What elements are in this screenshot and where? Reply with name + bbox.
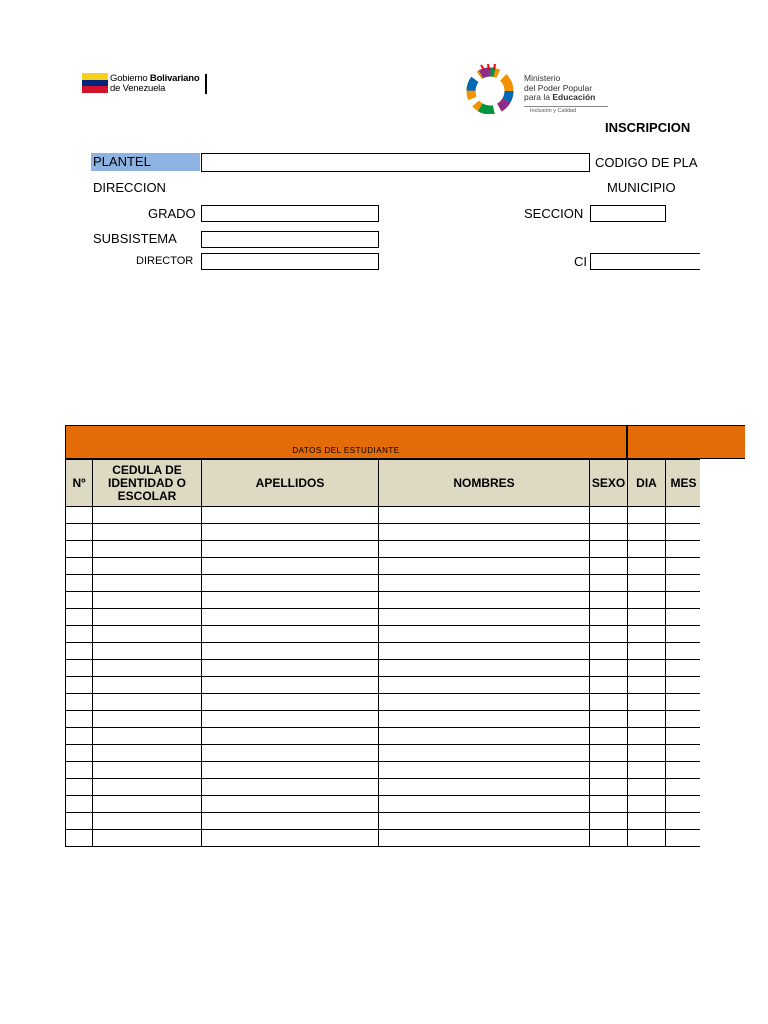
table-cell[interactable] — [66, 609, 93, 626]
table-cell[interactable] — [66, 541, 93, 558]
table-cell[interactable] — [590, 507, 628, 524]
datos-estudiante-caption: DATOS DEL ESTUDIANTE — [292, 446, 400, 455]
ministry-logo-text: Ministerio del Poder Popular para la Educación — [524, 73, 596, 102]
col-dia: DIA — [628, 460, 666, 507]
table-cell[interactable] — [93, 779, 202, 796]
director-label: DIRECTOR — [136, 255, 194, 267]
table-cell[interactable] — [93, 524, 202, 541]
table-row — [66, 575, 702, 592]
table-row — [66, 694, 702, 711]
table-cell[interactable] — [202, 541, 379, 558]
table-cell[interactable] — [628, 779, 666, 796]
table-cell[interactable] — [93, 575, 202, 592]
table-cell[interactable] — [66, 626, 93, 643]
table-cell[interactable] — [202, 592, 379, 609]
table-cell[interactable] — [628, 524, 666, 541]
table-cell[interactable] — [202, 694, 379, 711]
table-cell[interactable] — [379, 677, 590, 694]
table-cell[interactable] — [628, 541, 666, 558]
table-cell[interactable] — [628, 813, 666, 830]
codigo-plantel-label: CODIGO DE PLA — [595, 155, 698, 170]
table-cell[interactable] — [202, 575, 379, 592]
table-cell[interactable] — [202, 660, 379, 677]
table-cell[interactable] — [202, 745, 379, 762]
table-cell[interactable] — [202, 728, 379, 745]
table-cell[interactable] — [666, 711, 702, 728]
table-cell[interactable] — [590, 592, 628, 609]
table-cell[interactable] — [66, 558, 93, 575]
table-cell[interactable] — [93, 830, 202, 847]
table-cell[interactable] — [202, 762, 379, 779]
table-cell[interactable] — [379, 796, 590, 813]
table-row — [66, 643, 702, 660]
table-cell[interactable] — [66, 643, 93, 660]
table-cell[interactable] — [379, 762, 590, 779]
table-cell[interactable] — [93, 558, 202, 575]
table-row — [66, 745, 702, 762]
table-cell[interactable] — [628, 694, 666, 711]
table-cell[interactable] — [202, 626, 379, 643]
table-cell[interactable] — [590, 694, 628, 711]
table-cell[interactable] — [202, 558, 379, 575]
table-cell[interactable] — [202, 813, 379, 830]
col-mes: MES — [666, 460, 702, 507]
table-cell[interactable] — [666, 813, 702, 830]
table-cell[interactable] — [379, 694, 590, 711]
gov-logo-divider — [205, 74, 207, 94]
table-row — [66, 609, 702, 626]
table-cell[interactable] — [379, 541, 590, 558]
table-cell[interactable] — [202, 643, 379, 660]
table-row — [66, 660, 702, 677]
table-cell[interactable] — [66, 592, 93, 609]
subsistema-field[interactable] — [201, 231, 379, 248]
director-field[interactable] — [201, 253, 379, 270]
table-cell[interactable] — [93, 762, 202, 779]
table-cell[interactable] — [379, 813, 590, 830]
table-cell[interactable] — [666, 728, 702, 745]
table-cell[interactable] — [93, 643, 202, 660]
table-cell[interactable] — [66, 796, 93, 813]
table-cell[interactable] — [590, 609, 628, 626]
table-cell[interactable] — [590, 660, 628, 677]
table-cell[interactable] — [202, 830, 379, 847]
table-cell[interactable] — [628, 677, 666, 694]
table-cell[interactable] — [628, 609, 666, 626]
plantel-field[interactable] — [201, 153, 590, 172]
table-cell[interactable] — [590, 541, 628, 558]
table-cell[interactable] — [93, 745, 202, 762]
table-cell[interactable] — [666, 575, 702, 592]
table-cell[interactable] — [202, 677, 379, 694]
plantel-label-cell — [91, 153, 200, 171]
municipio-label: MUNICIPIO — [607, 180, 676, 195]
table-cell[interactable] — [666, 541, 702, 558]
table-cell[interactable] — [93, 813, 202, 830]
ministry-slogan: Inclusión y Calidad — [530, 108, 577, 114]
table-cell[interactable] — [666, 762, 702, 779]
page-right-edge — [700, 0, 768, 1024]
table-cell[interactable] — [628, 592, 666, 609]
table-cell[interactable] — [666, 524, 702, 541]
table-cell[interactable] — [666, 796, 702, 813]
students-table — [65, 459, 702, 847]
table-cell[interactable] — [66, 762, 93, 779]
col-sexo: SEXO — [590, 460, 628, 507]
grado-label: GRADO — [148, 206, 196, 221]
table-cell[interactable] — [379, 626, 590, 643]
table-cell[interactable] — [590, 779, 628, 796]
table-cell[interactable] — [202, 609, 379, 626]
table-cell[interactable] — [379, 643, 590, 660]
ci-field[interactable] — [590, 253, 702, 270]
table-cell[interactable] — [66, 660, 93, 677]
table-cell[interactable] — [590, 558, 628, 575]
table-cell[interactable] — [628, 762, 666, 779]
direccion-label: DIRECCION — [93, 180, 166, 195]
table-cell[interactable] — [66, 745, 93, 762]
table-cell[interactable] — [93, 694, 202, 711]
table-cell[interactable] — [628, 728, 666, 745]
table-cell[interactable] — [628, 660, 666, 677]
table-cell[interactable] — [666, 660, 702, 677]
col-cedula: CEDULA DE IDENTIDAD O ESCOLAR — [93, 460, 202, 507]
table-cell[interactable] — [379, 609, 590, 626]
table-cell[interactable] — [628, 575, 666, 592]
table-cell[interactable] — [628, 626, 666, 643]
table-cell[interactable] — [93, 592, 202, 609]
table-cell[interactable] — [590, 796, 628, 813]
table-cell[interactable] — [666, 507, 702, 524]
table-cell[interactable] — [590, 830, 628, 847]
table-cell[interactable] — [93, 507, 202, 524]
table-cell[interactable] — [590, 711, 628, 728]
table-cell[interactable] — [590, 813, 628, 830]
table-cell[interactable] — [379, 575, 590, 592]
table-cell[interactable] — [590, 524, 628, 541]
table-cell[interactable] — [666, 677, 702, 694]
table-row — [66, 728, 702, 745]
table-cell[interactable] — [202, 796, 379, 813]
table-row — [66, 626, 702, 643]
table-cell[interactable] — [590, 745, 628, 762]
ministerio-educacion-logo — [458, 64, 618, 116]
table-cell[interactable] — [66, 677, 93, 694]
gov-logo-text: Gobierno Bolivariano de Venezuela — [110, 73, 200, 94]
table-cell[interactable] — [666, 626, 702, 643]
table-cell[interactable] — [93, 609, 202, 626]
fecha-nacimiento-header — [627, 425, 745, 459]
table-cell[interactable] — [379, 660, 590, 677]
table-header-row — [66, 460, 702, 507]
table-cell[interactable] — [66, 524, 93, 541]
table-cell[interactable] — [590, 677, 628, 694]
table-cell[interactable] — [666, 694, 702, 711]
table-cell[interactable] — [666, 609, 702, 626]
table-row — [66, 711, 702, 728]
table-row — [66, 524, 702, 541]
table-cell[interactable] — [628, 558, 666, 575]
table-cell[interactable] — [93, 677, 202, 694]
table-cell[interactable] — [628, 745, 666, 762]
table-cell[interactable] — [66, 728, 93, 745]
subsistema-label: SUBSISTEMA — [93, 231, 177, 246]
table-cell[interactable] — [202, 711, 379, 728]
table-cell[interactable] — [66, 507, 93, 524]
table-cell[interactable] — [590, 643, 628, 660]
table-cell[interactable] — [379, 558, 590, 575]
table-cell[interactable] — [379, 745, 590, 762]
table-row — [66, 558, 702, 575]
table-cell[interactable] — [66, 694, 93, 711]
table-cell[interactable] — [202, 507, 379, 524]
table-row — [66, 762, 702, 779]
page-title: INSCRIPCION — [605, 120, 691, 135]
table-cell[interactable] — [628, 711, 666, 728]
table-cell[interactable] — [666, 558, 702, 575]
grado-field[interactable] — [201, 205, 379, 222]
ministry-logo-rule — [524, 106, 608, 107]
table-row — [66, 677, 702, 694]
table-cell[interactable] — [666, 779, 702, 796]
table-cell[interactable] — [66, 830, 93, 847]
table-row — [66, 592, 702, 609]
table-cell[interactable] — [93, 626, 202, 643]
table-cell[interactable] — [202, 779, 379, 796]
table-cell[interactable] — [628, 796, 666, 813]
table-cell[interactable] — [379, 507, 590, 524]
table-cell[interactable] — [66, 711, 93, 728]
table-cell[interactable] — [66, 575, 93, 592]
table-cell[interactable] — [66, 813, 93, 830]
table-cell[interactable] — [379, 524, 590, 541]
table-cell[interactable] — [666, 830, 702, 847]
table-row — [66, 779, 702, 796]
seccion-label: SECCION — [524, 206, 584, 221]
col-numero: Nº — [66, 460, 93, 507]
table-row — [66, 796, 702, 813]
table-row — [66, 541, 702, 558]
table-cell[interactable] — [628, 830, 666, 847]
table-cell[interactable] — [666, 643, 702, 660]
table-cell[interactable] — [93, 796, 202, 813]
table-cell[interactable] — [379, 728, 590, 745]
datos-estudiante-header — [65, 425, 627, 459]
venezuela-flag-icon — [82, 73, 108, 93]
col-nombres: NOMBRES — [379, 460, 590, 507]
table-cell[interactable] — [379, 779, 590, 796]
table-cell[interactable] — [379, 711, 590, 728]
ci-label: CI — [574, 254, 587, 269]
table-cell[interactable] — [590, 626, 628, 643]
table-cell[interactable] — [379, 830, 590, 847]
table-cell[interactable] — [202, 524, 379, 541]
col-apellidos: APELLIDOS — [202, 460, 379, 507]
table-cell[interactable] — [590, 728, 628, 745]
table-cell[interactable] — [93, 541, 202, 558]
table-cell[interactable] — [93, 728, 202, 745]
plantel-label: PLANTEL — [93, 154, 151, 169]
table-cell[interactable] — [628, 643, 666, 660]
table-cell[interactable] — [590, 575, 628, 592]
table-cell[interactable] — [93, 660, 202, 677]
table-cell[interactable] — [590, 762, 628, 779]
ministry-emblem-icon — [458, 64, 520, 114]
table-cell[interactable] — [628, 507, 666, 524]
table-cell[interactable] — [93, 711, 202, 728]
table-row — [66, 813, 702, 830]
table-cell[interactable] — [666, 592, 702, 609]
gobierno-bolivariano-logo — [82, 70, 210, 106]
table-row — [66, 507, 702, 524]
table-cell[interactable] — [66, 779, 93, 796]
table-cell[interactable] — [379, 592, 590, 609]
table-row — [66, 830, 702, 847]
table-cell[interactable] — [666, 745, 702, 762]
seccion-field[interactable] — [590, 205, 666, 222]
